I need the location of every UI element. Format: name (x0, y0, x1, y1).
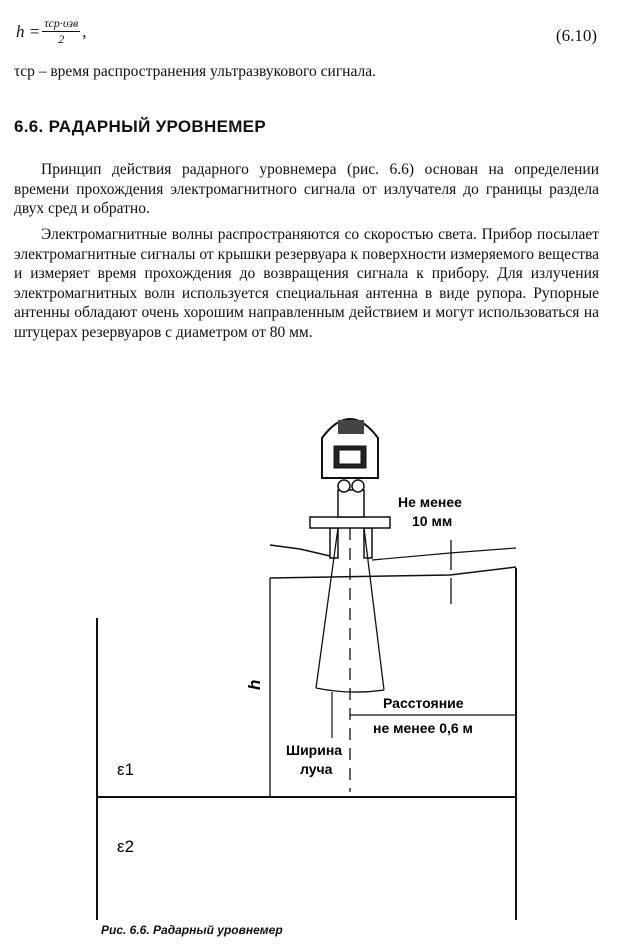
gauge-top (338, 420, 364, 434)
beam-width-label-line2: луча (300, 761, 333, 777)
formula-lhs: h = (16, 21, 41, 41)
gauge-neck-ring-right (352, 480, 364, 492)
beam-left-edge (316, 528, 338, 688)
formula-denominator: 2 (58, 32, 65, 46)
epsilon-1-label: ε1 (117, 760, 135, 779)
tank-roof (270, 567, 516, 578)
paragraph-1: Принцип действия радарного уровнемера (рис. 6.6) основан на определении времени прохождения электромагнитного сигнала от излучателя до границы раздела двух сред и обратно. (14, 161, 599, 217)
beam-width-label-line1: Ширина (286, 742, 343, 758)
formula (16, 16, 87, 47)
definition-line: τcp – время распространения ультразвукового сигнала. (14, 63, 376, 80)
nozzle-roof-right (372, 548, 516, 560)
gauge-display-window (339, 450, 361, 464)
tank-roof-left (270, 545, 330, 556)
formula-numerator: τcp·υзв (44, 16, 79, 30)
formula-trail: , (82, 21, 87, 41)
flange (310, 517, 390, 528)
section-heading: 6.6. РАДАРНЫЙ УРОВНЕМЕР (14, 117, 266, 136)
paragraph-2: Электромагнитные волны распространяются со скоростью света. Прибор посылает электромагнитные сигналы от крышки резервуара к поверхности измеряемого вещества и измеряет время прохождения до возвращения сигнала к прибору. Для излучения электромагнитных волн используется специальная антенна в виде рупора. Рупорные антенны обладают очень хорошим направленным действием и могут использоваться на штуцерах резервуаров с диаметром от 80 мм. (14, 226, 599, 341)
figure-caption: Рис. 6.6. Радарный уровнемер (101, 923, 283, 937)
epsilon-2-label: ε2 (117, 837, 135, 856)
beam-right-edge (364, 528, 384, 690)
equation-number: (6.10) (555, 26, 597, 45)
gauge-neck (338, 490, 364, 517)
gauge-neck-ring-left (338, 480, 350, 492)
formula-fraction (42, 16, 80, 47)
h-label: h (245, 679, 264, 690)
gap-label-line2: 10 мм (412, 513, 453, 529)
gap-label-line1: Не менее (398, 494, 462, 510)
distance-label-line2: не менее 0,6 м (373, 720, 473, 736)
radar-level-gauge-figure (0, 400, 623, 920)
distance-label-line1: Расстояние (383, 695, 464, 711)
